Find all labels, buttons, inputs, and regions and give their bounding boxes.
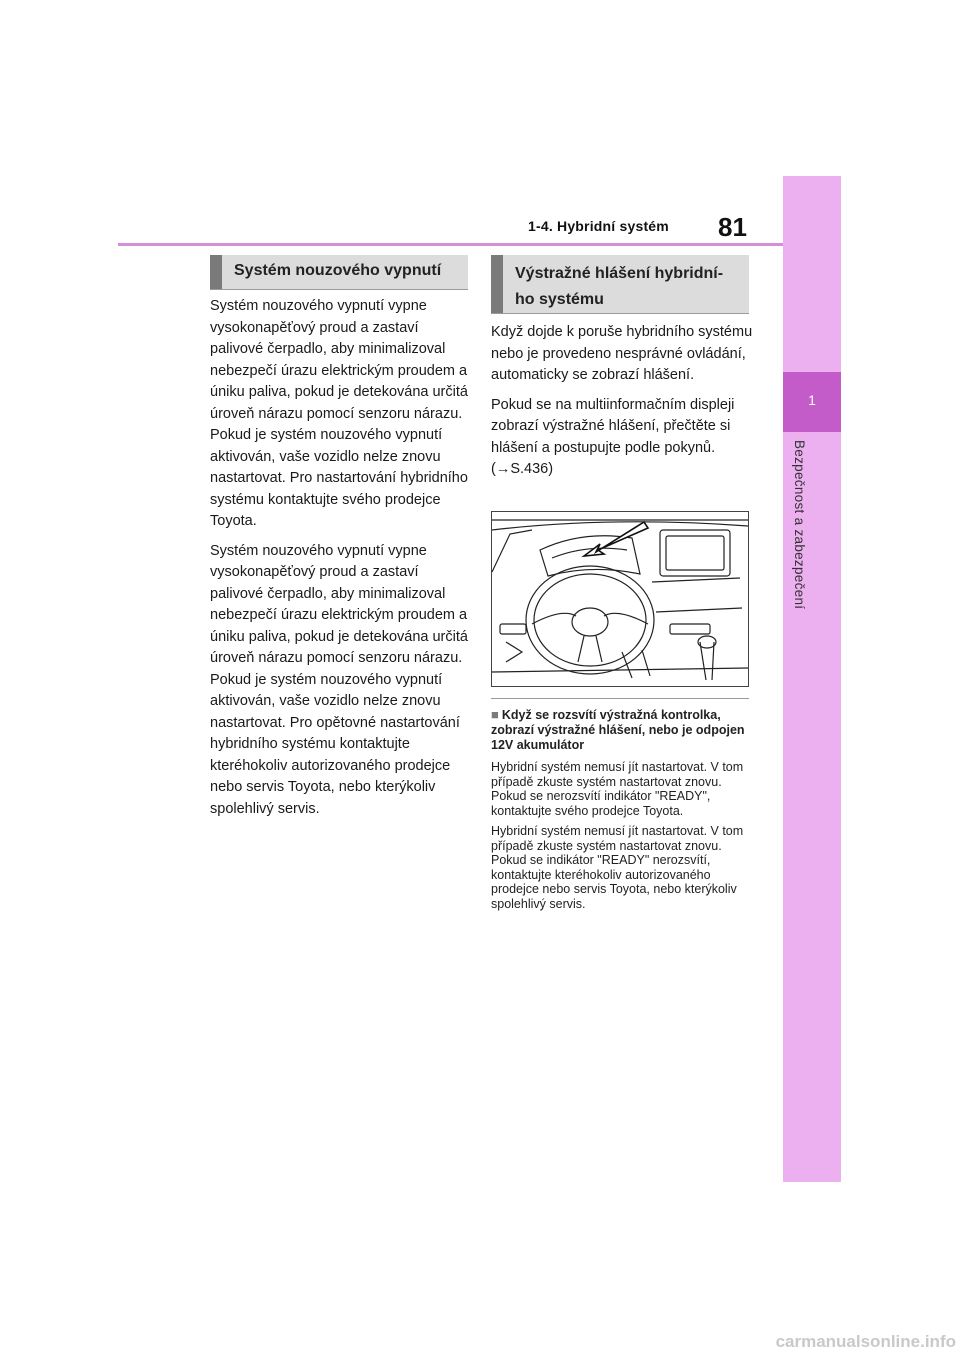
chapter-title: Bezpečnost a zabezpečení	[792, 440, 807, 610]
left-column-text	[210, 296, 470, 828]
heading-line-1: Výstražné hlášení hybridní-	[515, 265, 724, 282]
dashboard-illustration	[491, 511, 749, 687]
heading-underline	[491, 313, 749, 314]
figure-divider	[491, 698, 749, 699]
notes-block	[491, 760, 753, 917]
section-label: 1-4. Hybridní systém	[528, 218, 669, 234]
paragraph: Systém nouzového vypnutí vypne vysokonapěťový proud a zastaví palivové čerpadlo, aby minimalizoval nebezpečí úrazu elektrickým proudem a úniku paliva, pokud je detekována určitá úroveň nárazu pomocí senzoru nárazu. Pokud je systém nouzového vypnutí aktivován, vaše vozidlo nelze znovu nastartovat. Pro opětovné nastartování hybridního systému kontaktujte kteréhokoliv autorizovaného prodejce nebo servis Toyota, nebo kterýkoliv spolehlivý servis.	[210, 542, 468, 817]
right-column-text	[491, 322, 753, 489]
paragraph: Pokud se na multiinformačním displeji zobrazí výstražné hlášení, přečtěte si hlášení a postupujte podle pokynů. (→S.436)	[491, 396, 735, 477]
watermark: carmanualsonline.info	[775, 1332, 956, 1351]
note-paragraph: Hybridní systém nemusí jít nastartovat. V tom případě zkuste systém nastartovat znovu. Pokud se indikátor "READY" nerozsvítí, kontaktujte kteréhokoliv autorizovaného prodejce nebo servis Toyota, nebo kterýkoliv spolehlivý servis.	[491, 824, 744, 911]
paragraph: Systém nouzového vypnutí vypne vysokonapěťový proud a zastaví palivové čerpadlo, aby minimalizoval nebezpečí úrazu elektrickým proudem a úniku paliva, pokud je detekována určitá úroveň nárazu pomocí senzoru nárazu. Pokud je systém nouzového vypnutí aktivován, vaše vozidlo nelze znovu nastartovat. Pro nastartování hybridního systému kontaktujte svého prodejce Toyota.	[210, 298, 468, 529]
note-subheading	[491, 707, 751, 753]
page-number: 81	[718, 212, 747, 242]
heading-line-2: ho systému	[515, 291, 604, 308]
dashboard-drawing	[492, 512, 748, 686]
note-paragraph: Hybridní systém nemusí jít nastartovat. V tom případě zkuste systém nastartovat znovu. Pokud se nerozsvítí indikátor "READY", kontaktujte svého prodejce Toyota.	[491, 760, 744, 818]
square-bullet-icon: ■	[491, 707, 499, 722]
warning-message-heading	[491, 255, 749, 313]
chapter-number: 1	[808, 392, 816, 408]
heading-underline	[210, 289, 468, 290]
emergency-shutoff-heading: Systém nouzového vypnutí	[210, 255, 468, 289]
subheading-text: Když se rozsvítí výstražná kontrolka, zobrazí výstražné hlášení, nebo je odpojen 12V akumulátor	[491, 708, 745, 752]
chapter-sidebar	[783, 176, 841, 1182]
header-divider	[118, 243, 783, 246]
paragraph: Když dojde k poruše hybridního systému nebo je provedeno nesprávné ovládání, automaticky se zobrazí hlášení.	[491, 324, 753, 383]
